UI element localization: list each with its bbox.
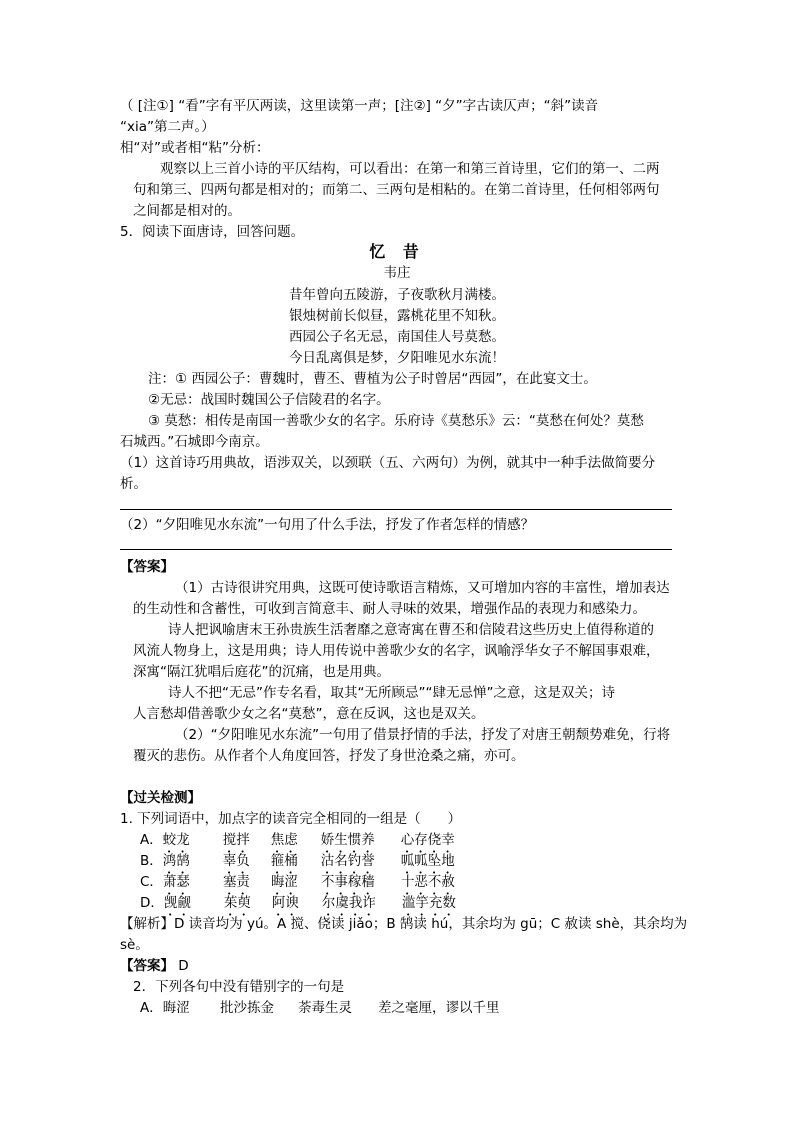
option-word: 焦虑 — [270, 832, 298, 848]
answer-text: 诗人不把“无忌”作专名看，取其“无所顾忌”“肆无忌惮”之意，这是双关；诗 — [168, 685, 615, 701]
sub-question-1: （1）这首诗巧用典故，语涉双关，以颈联（五、六两句）为例，就其中一种手法做简要分 — [120, 455, 656, 471]
answer-text: 诗人把讽喻唐末王孙贵族生活奢靡之意寄寓在曹丕和信陵君这些历史上值得称道的 — [168, 622, 654, 638]
answer-value: D — [178, 958, 189, 974]
option-letter: C． — [140, 874, 163, 890]
analysis-heading: 相“对”或者相“粘”分析： — [120, 140, 270, 156]
option-word: 搅拌 — [222, 832, 250, 848]
question-1-analysis: sè。 — [120, 937, 149, 953]
answer-text: 人言愁却借善歌少女之名“莫愁”，意在反讽，这也是双关。 — [133, 706, 485, 722]
option-word: 茱萸 — [223, 895, 251, 911]
poem-note: ③ 莫愁：相传是南国一善歌少女的名字。乐府诗《莫愁乐》云：“莫愁在何处？莫愁 — [148, 413, 644, 429]
poem-line: 昔年曾向五陵游，子夜歌秋月满楼。 — [289, 287, 505, 303]
answer-label: 【答案】 — [120, 958, 174, 974]
check-heading: 【过关检测】 — [120, 790, 201, 806]
poem-note: 注：① 西园公子：曹魏时，曹丕、曹植为公子时曾居“西园”，在此宴文士。 — [148, 371, 597, 387]
answer-text: 覆灭的悲伤。从作者个人角度回答，抒发了身世沧桑之痛，亦可。 — [133, 748, 525, 764]
option-letter: A． — [140, 832, 163, 848]
question-2: 2．下列各句中没有错别字的一句是 — [133, 979, 345, 995]
question-1-analysis: 【解析】D 读音均为 yú。A 搅、侥读 jiǎo；B 鹄读 hú，其余均为 gū；C 赦读 shè，其余均为 — [120, 916, 688, 932]
option-word: 十恶不赦 — [400, 874, 455, 890]
poem-line: 西园公子名无忌，南国佳人号莫愁。 — [289, 329, 505, 345]
option-letter: B． — [140, 853, 163, 869]
option-word: 尔虞我诈 — [321, 895, 376, 911]
question-1-answer — [120, 956, 189, 976]
option-word: 呱呱坠地 — [400, 853, 455, 869]
poem-title: 忆 昔 — [369, 242, 425, 261]
option-word: 蛟龙 — [162, 832, 190, 848]
question-5-prompt: 5．阅读下面唐诗，回答问题。 — [120, 224, 305, 240]
option-word: 鸿鹄 — [162, 853, 190, 869]
option-word: 娇生惯养 — [320, 832, 375, 848]
poem-note: 石城西。”石城即今南京。 — [120, 434, 269, 450]
answer-text: （1）古诗很讲究用典，这既可使诗歌语言精炼，又可增加内容的丰富性，增加表达 — [175, 580, 670, 596]
poem-author: 韦庄 — [383, 265, 411, 281]
poem-note: ②无忌：战国时魏国公子信陵君的名字。 — [148, 392, 390, 408]
answer-label: 【答案】 — [120, 559, 174, 575]
analysis-paragraph: 观察以上三首小诗的平仄结构，可以看出：在第一和第三首诗里，它们的第一、二两 — [160, 161, 660, 177]
option-word: 塞责 — [222, 874, 250, 890]
option-word: 觊觎 — [163, 895, 191, 911]
option-word: 滥竽充数 — [401, 895, 456, 911]
option-word: 批沙拣金 — [220, 1000, 274, 1016]
poem-line: 银烛树前长似昼，露桃花里不知秋。 — [289, 308, 505, 324]
sub-question-1: 析。 — [120, 476, 147, 492]
answer-line — [120, 549, 672, 550]
option-word: 沽名钓誉 — [320, 853, 375, 869]
option-word: 辜负 — [222, 853, 250, 869]
pronunciation-note-cont: “xia”第二声。） — [120, 119, 215, 135]
option-letter: D． — [140, 895, 164, 911]
question-1: 1. 下列词语中，加点字的读音完全相同的一组是（ ） — [120, 811, 462, 827]
option-word: 差之毫厘，谬以千里 — [378, 1000, 500, 1016]
poem-line: 今日乱离俱是梦，夕阳唯见水东流！ — [289, 350, 505, 366]
answer-text: （2）“夕阳唯见水东流”一句用了借景抒情的手法，抒发了对唐王朝颓势难免，行将 — [175, 727, 671, 743]
option-word: 晦涩 — [270, 874, 298, 890]
answer-text: 风流人物身上，这是用典；诗人用传说中善歌少女的名字，讽喻浮华女子不解国事艰难， — [133, 643, 660, 659]
option-word: 不事稼穑 — [320, 874, 375, 890]
pronunciation-note: （ [注①] “看”字有平仄两读，这里读第一声；[注②] “夕”字古读仄声；“斜”读音 — [120, 98, 599, 114]
analysis-paragraph: 之间都是相对的。 — [133, 203, 241, 219]
question-2-option-a — [140, 998, 500, 1018]
option-word: 箍桶 — [270, 853, 298, 869]
answer-line — [120, 509, 672, 510]
option-word: 萧瑟 — [162, 874, 190, 890]
option-word: 荼毒生灵 — [298, 1000, 352, 1016]
option-word: A．晦涩 — [140, 1000, 190, 1016]
option-word: 心存侥幸 — [400, 832, 455, 848]
analysis-paragraph: 句和第三、四两句都是相对的；而第二、三两句是相粘的。在第二首诗里，任何相邻两句 — [133, 182, 660, 198]
option-word: 阿谀 — [271, 895, 299, 911]
answer-text: 的生动性和含蓄性，可收到言简意丰、耐人寻味的效果，增强作品的表现力和感染力。 — [133, 601, 646, 617]
sub-question-2: （2）“夕阳唯见水东流”一句用了什么手法，抒发了作者怎样的情感？ — [120, 517, 535, 533]
answer-text: 深寓“隔江犹唱后庭花”的沉痛，也是用典。 — [133, 664, 390, 680]
